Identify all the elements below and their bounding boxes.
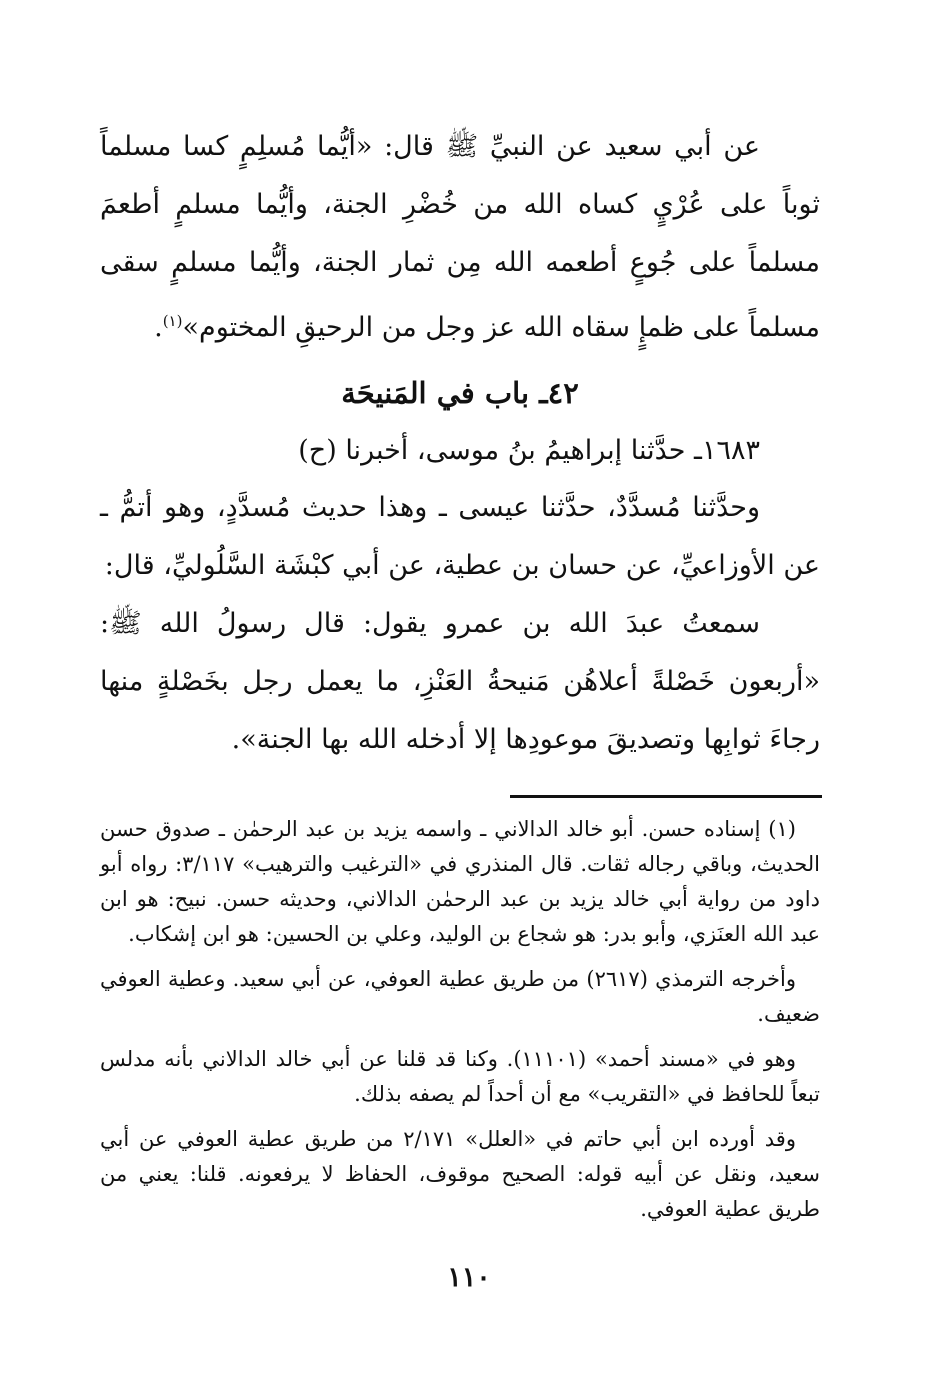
isnad-paragraph: وحدَّثنا مُسدَّدٌ، حدَّثنا عيسى ـ وهذا حديث مُسدَّدٍ، وهو أتمُّ ـ عن الأوزاعيِّ، عن حسان بن عطية، عن أبي كبْشَة السَّلُوليِّ، قال: [100, 492, 820, 581]
footnote-1-para-2: وأخرجه الترمذي (٢٦١٧) من طريق عطية العوفي، عن أبي سعيد. وعطية العوفي ضعيف. [100, 967, 820, 1026]
footnote-1-para-3: وهو في «مسند أحمد» (١١١٠١). وكنا قد قلنا عن أبي خالد الدالاني بأنه مدلس تبعاً للحافظ في «التقريب» مع أن أحداً لم يصفه بذلك. [100, 1047, 820, 1106]
chapter-heading: ٤٢ـ باب في المَنيحَة [341, 376, 579, 410]
footnote-divider [510, 795, 822, 798]
page-number: ١١٠ [447, 1262, 491, 1293]
footnote-1-para-4: وقد أورده ابن أبي حاتم في «العلل» ٢/١٧١ من طريق عطية العوفي عن أبي سعيد، ونقل عن أبيه قوله: الصحيح موقوف، الحفاظ لا يرفعونه. قلنا: يعني من طريق عطية العوفي. [100, 1127, 820, 1221]
opening-paragraph [100, 118, 820, 357]
opening-text: عن أبي سعيد عن النبيِّ ﷺ قال: «أيُّما مُسلِمٍ كسا مسلماً ثوباً على عُرْيٍ كساه الله من خُضْرِ الجنة، وأيُّما مسلمٍ أطعمَ مسلماً على جُوعٍ أطعمه الله مِن ثمار الجنة، وأيُّما مسلمٍ سقى مسلماً على ظمإٍ سقاه الله عز وجل من الرحيقِ المختوم» [100, 131, 820, 343]
matn-paragraph: سمعتُ عبدَ الله بن عمرو يقول: قال رسولُ الله ﷺ: «أربعون خَصْلةً أعلاهُن مَنيحةُ العَنْزِ، ما يعمل رجل بخَصْلةٍ منها رجاءَ ثوابِها وتصديقَ موعودِها إلا أدخله الله بها الجنة». [100, 608, 820, 755]
footnote-1-para-1: (١) إسناده حسن. أبو خالد الدالاني ـ واسمه يزيد بن عبد الرحمٰن ـ صدوق حسن الحديث، وباقي رجاله ثقات. قال المنذري في «الترغيب والترهيب» ٣/١١٧: رواه أبو داود من رواية أبي خالد يزيد بن عبد الرحمٰن الدالاني، وحديثه حسن. نبيح: هو ابن عبد الله العنَزي، وأبو بدر: هو شجاع بن الوليد، وعلي بن الحسين: هو ابن إشكاب. [100, 817, 821, 946]
footnote-ref-1[interactable]: (١) [162, 312, 183, 330]
page-body [100, 118, 820, 1237]
opening-end: . [154, 312, 163, 343]
footnotes [100, 812, 820, 1227]
hadith-number-line: ١٦٨٣ـ حدَّثنا إبراهيمُ بنُ موسى، أخبرنا (ح) [298, 435, 760, 466]
